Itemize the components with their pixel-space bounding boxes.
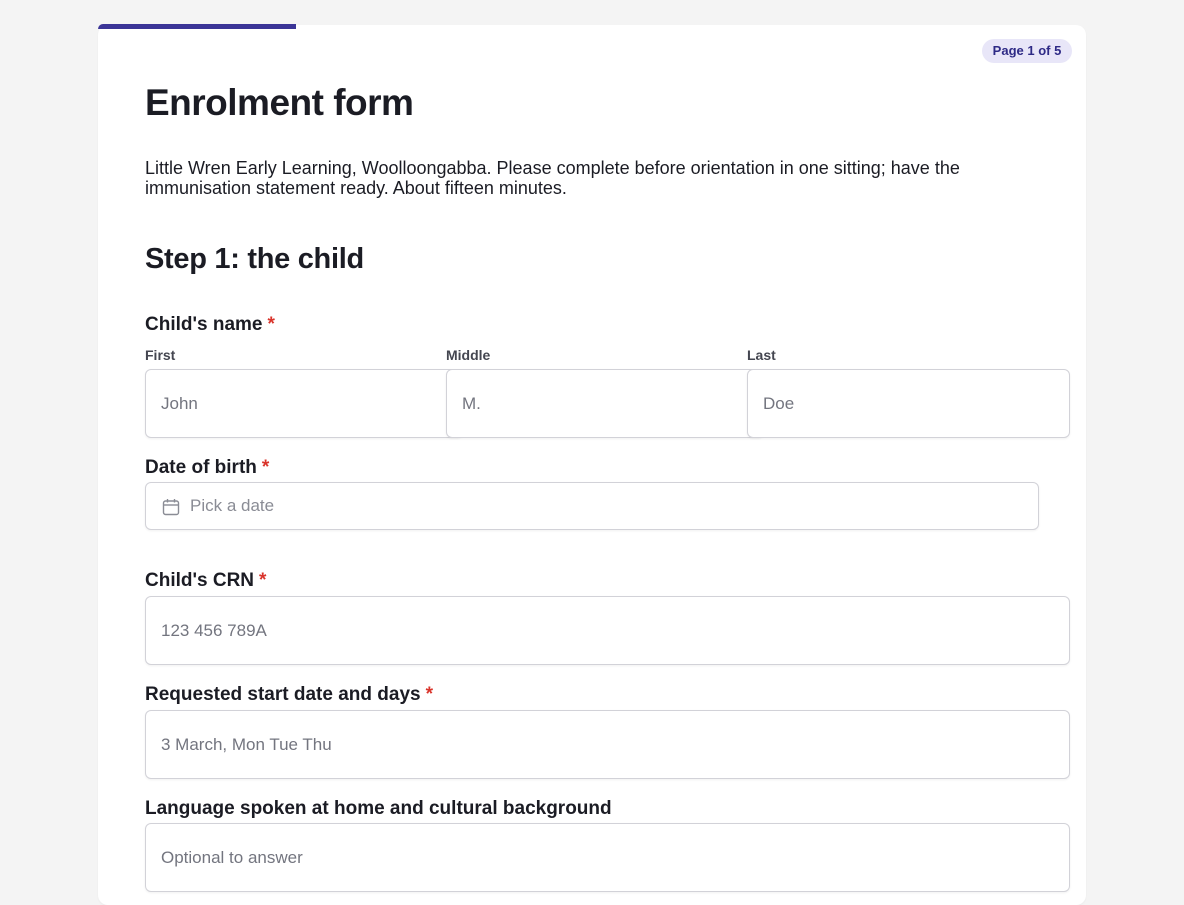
start-date-label: Requested start date and days *	[145, 684, 433, 705]
crn-input[interactable]	[145, 596, 1070, 665]
language-input[interactable]	[145, 823, 1070, 892]
required-marker: *	[267, 314, 275, 335]
progress-fill	[98, 24, 296, 29]
page-indicator-badge: Page 1 of 5	[982, 39, 1072, 63]
dob-date-picker[interactable]	[145, 482, 1039, 530]
calendar-icon	[162, 498, 180, 521]
crn-label: Child's CRN *	[145, 570, 267, 591]
required-marker: *	[425, 684, 433, 705]
form-intro: Little Wren Early Learning, Woolloongabba. Please complete before orientation in one sitting; have the immunisation statement ready. About fifteen minutes.	[145, 158, 960, 198]
progress-bar	[98, 24, 1086, 29]
middle-name-input[interactable]	[446, 369, 764, 438]
step-title: Step 1: the child	[145, 243, 364, 275]
first-name-input[interactable]	[145, 369, 463, 438]
required-marker: *	[261, 457, 270, 478]
child-name-label: Child's name *	[145, 314, 275, 335]
start-date-input[interactable]	[145, 710, 1070, 779]
dob-placeholder: Pick a date	[190, 496, 275, 515]
dob-label: Date of birth *	[145, 457, 270, 478]
last-name-label: Last	[747, 347, 776, 363]
language-label: Language spoken at home and cultural background	[145, 798, 612, 819]
required-marker: *	[259, 570, 267, 591]
form-title: Enrolment form	[145, 82, 414, 123]
first-name-label: First	[145, 347, 176, 363]
middle-name-label: Middle	[446, 347, 491, 363]
last-name-input[interactable]	[747, 369, 1070, 438]
